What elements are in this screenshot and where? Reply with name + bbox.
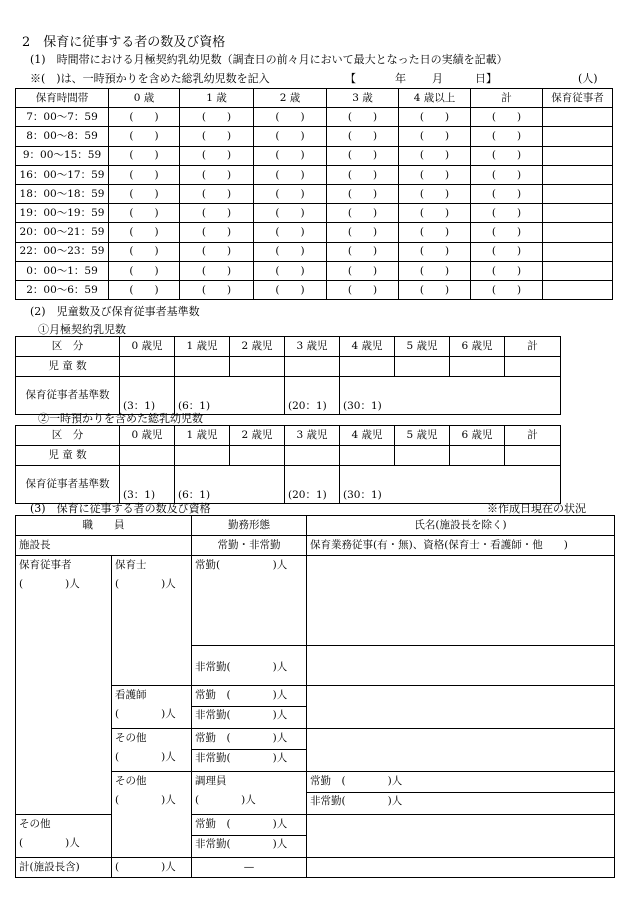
staff-cell[interactable] xyxy=(543,127,613,146)
count-cell[interactable]: ( ) xyxy=(327,223,399,242)
count-cell[interactable]: ( ) xyxy=(254,108,327,127)
standard-label: 保育従事者基準数 xyxy=(16,377,120,415)
nursery-staff-cell xyxy=(16,556,112,815)
other-count[interactable]: ( )人 xyxy=(115,751,176,763)
count-cell[interactable]: ( ) xyxy=(109,261,180,280)
count-cell[interactable]: ( ) xyxy=(471,223,543,242)
nurse-form-cell xyxy=(192,686,307,729)
count-cell[interactable]: ( ) xyxy=(109,108,180,127)
count-cell[interactable]: ( ) xyxy=(180,242,254,261)
count-cell[interactable]: ( ) xyxy=(471,165,543,184)
cook-parttime[interactable]: 非常勤( )人 xyxy=(310,795,403,807)
count-cell[interactable]: ( ) xyxy=(471,242,543,261)
count-cell[interactable]: ( ) xyxy=(254,165,327,184)
count-cell[interactable]: ( ) xyxy=(399,108,471,127)
count-cell[interactable]: ( ) xyxy=(327,165,399,184)
staff-cell[interactable] xyxy=(543,280,613,299)
header-cell: 1 歳児 xyxy=(175,426,230,446)
name-cell[interactable] xyxy=(307,556,615,646)
time-cell: 18：00～18：59 xyxy=(16,184,109,203)
table-row xyxy=(16,165,613,184)
as-of-note: ※作成日現在の状況 xyxy=(487,502,586,515)
count-cell[interactable]: ( ) xyxy=(254,184,327,203)
staff-cell[interactable] xyxy=(543,108,613,127)
count-cell[interactable]: ( ) xyxy=(254,223,327,242)
time-cell: 2：00～6：59 xyxy=(16,280,109,299)
count-cell[interactable]: ( ) xyxy=(109,184,180,203)
staff-table xyxy=(15,515,615,878)
other2-parttime[interactable]: 非常勤( )人 xyxy=(195,838,288,850)
count-cell[interactable]: ( ) xyxy=(471,146,543,165)
count-cell[interactable]: ( ) xyxy=(399,280,471,299)
count-cell[interactable]: ( ) xyxy=(327,204,399,223)
timeslot-table xyxy=(15,88,613,300)
count-cell[interactable]: ( ) xyxy=(471,108,543,127)
count-cell[interactable]: ( ) xyxy=(109,127,180,146)
input-cell[interactable] xyxy=(340,357,395,377)
table-row xyxy=(16,127,613,146)
input-cell[interactable] xyxy=(120,357,175,377)
ratio-cell[interactable]: (6：1) xyxy=(175,466,285,504)
year-label: 年 xyxy=(395,72,406,85)
other2-fulltime[interactable]: 常勤 ( )人 xyxy=(192,815,306,836)
table-row xyxy=(16,242,613,261)
header-cell: 計 xyxy=(505,426,561,446)
count-cell[interactable]: ( ) xyxy=(109,223,180,242)
director-qualification[interactable]: 保育業務従事(有・無)、資格(保育士・看護師・他 ) xyxy=(307,536,615,556)
count-cell[interactable]: ( ) xyxy=(180,165,254,184)
nursery-staff-count[interactable]: ( )人 xyxy=(19,578,80,590)
ratio-cell[interactable]: (3：1) xyxy=(120,377,175,415)
children-label: 児 童 数 xyxy=(16,357,120,377)
header-cell: 保育従事者 xyxy=(543,89,613,108)
count-cell[interactable]: ( ) xyxy=(327,108,399,127)
count-cell[interactable]: ( ) xyxy=(109,146,180,165)
table-header-row xyxy=(16,89,613,108)
count-cell[interactable]: ( ) xyxy=(254,204,327,223)
staff-cell[interactable] xyxy=(543,204,613,223)
table-row xyxy=(16,556,615,646)
other-staff-label: その他 xyxy=(115,775,147,787)
other-form-cell xyxy=(192,729,307,772)
subsection-2-1-title: ①月極契約乳児数 xyxy=(38,323,126,336)
header-cell: 0 歳児 xyxy=(120,426,175,446)
section-1-note: ※( )は、一時預かりを含めた総乳幼児数を記入 xyxy=(30,72,270,85)
time-cell: 20：00～21：59 xyxy=(16,223,109,242)
count-cell[interactable]: ( ) xyxy=(254,261,327,280)
count-cell[interactable]: ( ) xyxy=(254,127,327,146)
count-cell[interactable]: ( ) xyxy=(327,184,399,203)
header-cell: 1 歳 xyxy=(180,89,254,108)
cook-fulltime[interactable]: 常勤 ( )人 xyxy=(307,772,614,793)
table-row xyxy=(16,261,613,280)
input-cell[interactable] xyxy=(450,446,505,466)
header-name: 氏名(施設長を除く) xyxy=(307,516,615,536)
hoikushi-fulltime[interactable]: 常勤( )人 xyxy=(192,556,307,646)
nurse-fulltime[interactable]: 常勤 ( )人 xyxy=(192,686,306,707)
table-header-row xyxy=(16,337,561,357)
nurse-count[interactable]: ( )人 xyxy=(115,708,176,720)
input-cell[interactable] xyxy=(450,357,505,377)
header-cell: 区 分 xyxy=(16,426,120,446)
ratio-cell[interactable]: (20：1) xyxy=(285,466,340,504)
day-label: 日】 xyxy=(475,72,497,85)
table-row xyxy=(16,466,561,504)
header-cell: 4 歳児 xyxy=(340,426,395,446)
header-cell: 保育時間帯 xyxy=(16,89,109,108)
nurse-label: 看護師 xyxy=(115,689,147,701)
time-cell: 22：00～23：59 xyxy=(16,242,109,261)
header-cell: 計 xyxy=(471,89,543,108)
other-parttime[interactable]: 非常勤( )人 xyxy=(195,752,288,764)
director-label: 施設長 xyxy=(16,536,192,556)
header-cell: 5 歳児 xyxy=(395,337,450,357)
count-cell[interactable]: ( ) xyxy=(180,261,254,280)
input-cell[interactable] xyxy=(395,446,450,466)
input-cell[interactable] xyxy=(120,446,175,466)
input-cell[interactable] xyxy=(505,446,561,466)
ratio-cell[interactable]: (30：1) xyxy=(340,377,561,415)
header-cell: 2 歳 xyxy=(254,89,327,108)
input-cell[interactable] xyxy=(285,357,340,377)
count-cell[interactable]: ( ) xyxy=(109,242,180,261)
nurse-cell xyxy=(112,686,192,729)
children-label: 児 童 数 xyxy=(16,446,120,466)
table-row xyxy=(16,146,613,165)
other2-cell xyxy=(16,815,112,858)
staff-cell[interactable] xyxy=(543,261,613,280)
count-cell[interactable]: ( ) xyxy=(180,184,254,203)
header-cell: 3 歳児 xyxy=(285,337,340,357)
cook-label: 調理員 xyxy=(195,775,227,787)
section-3-title: (3) 保育に従事する者の数及び資格 xyxy=(30,502,211,515)
hoikushi-count[interactable]: ( )人 xyxy=(115,578,176,590)
count-cell[interactable]: ( ) xyxy=(180,146,254,165)
input-cell[interactable] xyxy=(230,357,285,377)
staff-cell[interactable] xyxy=(543,184,613,203)
unit-label: (人) xyxy=(578,72,598,85)
staff-cell[interactable] xyxy=(543,146,613,165)
time-cell: 8：00～8：59 xyxy=(16,127,109,146)
header-cell: 1 歳児 xyxy=(175,337,230,357)
date-bracket-open: 【 xyxy=(345,72,356,85)
hoikushi-cell xyxy=(112,556,192,686)
header-cell: 0 歳児 xyxy=(120,337,175,357)
input-cell[interactable] xyxy=(505,357,561,377)
month-label: 月 xyxy=(432,72,443,85)
name-cell[interactable] xyxy=(307,729,615,772)
total-count[interactable]: ( )人 xyxy=(112,858,192,878)
name-cell[interactable] xyxy=(307,646,615,686)
cook-form-cell xyxy=(307,772,615,815)
header-cell: 0 歳 xyxy=(109,89,180,108)
input-cell[interactable] xyxy=(285,446,340,466)
count-cell[interactable]: ( ) xyxy=(327,127,399,146)
other-fulltime[interactable]: 常勤 ( )人 xyxy=(192,729,306,750)
table-row xyxy=(16,377,561,415)
time-cell: 9：00～15：59 xyxy=(16,146,109,165)
count-cell[interactable]: ( ) xyxy=(399,204,471,223)
ratio-cell[interactable]: (20：1) xyxy=(285,377,340,415)
standard-label: 保育従事者基準数 xyxy=(16,466,120,504)
time-cell: 0：00～1：59 xyxy=(16,261,109,280)
header-cell: 4 歳児 xyxy=(340,337,395,357)
header-staff: 職 員 xyxy=(16,516,192,536)
count-cell[interactable]: ( ) xyxy=(327,280,399,299)
other-cell xyxy=(112,729,192,772)
count-cell[interactable]: ( ) xyxy=(254,146,327,165)
count-cell[interactable]: ( ) xyxy=(471,204,543,223)
header-cell: 2 歳児 xyxy=(230,426,285,446)
table-row xyxy=(16,184,613,203)
ratio-cell[interactable]: (30：1) xyxy=(340,466,561,504)
section-1-title: (1) 時間帯における月極契約乳幼児数（調査日の前々月において最大となった日の実績を記載） xyxy=(30,53,508,66)
other2-count[interactable]: ( )人 xyxy=(19,837,80,849)
table-row xyxy=(16,280,613,299)
hoikushi-parttime[interactable]: 非常勤( )人 xyxy=(192,646,307,686)
count-cell[interactable]: ( ) xyxy=(327,146,399,165)
subsection-2-2-title: ②一時預かりを含めた総乳幼児数 xyxy=(38,412,203,425)
hoikushi-label: 保育士 xyxy=(115,559,147,571)
input-cell[interactable] xyxy=(340,446,395,466)
total-row xyxy=(16,858,615,878)
other2-label: その他 xyxy=(19,818,51,830)
count-cell[interactable]: ( ) xyxy=(471,184,543,203)
time-cell: 7：00～7：59 xyxy=(16,108,109,127)
table-row xyxy=(16,446,561,466)
ratio-cell[interactable]: (6：1) xyxy=(175,377,285,415)
table-row xyxy=(16,223,613,242)
header-cell: 6 歳児 xyxy=(450,337,505,357)
time-cell: 19：00～19：59 xyxy=(16,204,109,223)
staff-cell[interactable] xyxy=(543,165,613,184)
total-dash: — xyxy=(192,858,307,878)
count-cell[interactable]: ( ) xyxy=(399,165,471,184)
staff-cell[interactable] xyxy=(543,223,613,242)
monthly-children-table xyxy=(15,336,561,415)
header-cell: 2 歳児 xyxy=(230,337,285,357)
count-cell[interactable]: ( ) xyxy=(180,280,254,299)
count-cell[interactable]: ( ) xyxy=(399,127,471,146)
count-cell[interactable]: ( ) xyxy=(399,261,471,280)
count-cell[interactable]: ( ) xyxy=(327,242,399,261)
count-cell[interactable]: ( ) xyxy=(109,165,180,184)
count-cell[interactable]: ( ) xyxy=(399,223,471,242)
count-cell[interactable]: ( ) xyxy=(399,146,471,165)
nursery-staff-label: 保育従事者 xyxy=(19,559,72,571)
other2-form-cell xyxy=(192,815,307,858)
header-cell: 計 xyxy=(505,337,561,357)
header-cell: 4 歳以上 xyxy=(399,89,471,108)
table-row xyxy=(16,204,613,223)
nurse-parttime[interactable]: 非常勤( )人 xyxy=(195,709,288,721)
header-cell: 6 歳児 xyxy=(450,426,505,446)
table-header-row xyxy=(16,516,615,536)
other-label: その他 xyxy=(115,732,147,744)
header-form: 勤務形態 xyxy=(192,516,307,536)
header-cell: 3 歳 xyxy=(327,89,399,108)
count-cell[interactable]: ( ) xyxy=(254,280,327,299)
header-cell: 3 歳児 xyxy=(285,426,340,446)
table-header-row xyxy=(16,426,561,446)
input-cell[interactable] xyxy=(175,446,230,466)
table-row xyxy=(16,357,561,377)
count-cell[interactable]: ( ) xyxy=(109,204,180,223)
section-heading: 2 保育に従事する者の数及び資格 xyxy=(22,35,226,50)
count-cell[interactable]: ( ) xyxy=(180,127,254,146)
count-cell[interactable]: ( ) xyxy=(254,242,327,261)
count-cell[interactable]: ( ) xyxy=(109,280,180,299)
count-cell[interactable]: ( ) xyxy=(399,242,471,261)
section-2-title: (2) 児童数及び保育従事者基準数 xyxy=(30,305,200,318)
header-cell: 5 歳児 xyxy=(395,426,450,446)
name-cell[interactable] xyxy=(307,686,615,729)
count-cell[interactable]: ( ) xyxy=(180,223,254,242)
time-cell: 16：00～17：59 xyxy=(16,165,109,184)
count-cell[interactable]: ( ) xyxy=(399,184,471,203)
name-cell[interactable] xyxy=(307,858,615,878)
total-children-table xyxy=(15,425,561,504)
count-cell[interactable]: ( ) xyxy=(471,127,543,146)
staff-cell[interactable] xyxy=(543,242,613,261)
total-label: 計(施設長含) xyxy=(16,858,112,878)
other-staff-cell xyxy=(112,772,192,858)
input-cell[interactable] xyxy=(395,357,450,377)
input-cell[interactable] xyxy=(230,446,285,466)
count-cell[interactable]: ( ) xyxy=(180,204,254,223)
director-row xyxy=(16,536,615,556)
ratio-cell[interactable]: (3：1) xyxy=(120,466,175,504)
director-form[interactable]: 常勤・非常勤 xyxy=(192,536,307,556)
count-cell[interactable]: ( ) xyxy=(180,108,254,127)
input-cell[interactable] xyxy=(175,357,230,377)
other-staff-count[interactable]: ( )人 xyxy=(115,794,176,806)
count-cell[interactable]: ( ) xyxy=(471,280,543,299)
count-cell[interactable]: ( ) xyxy=(327,261,399,280)
header-cell: 区 分 xyxy=(16,337,120,357)
cook-count[interactable]: ( )人 xyxy=(195,794,256,806)
count-cell[interactable]: ( ) xyxy=(471,261,543,280)
table-row xyxy=(16,108,613,127)
table-row xyxy=(16,815,615,858)
cook-cell xyxy=(192,772,307,815)
